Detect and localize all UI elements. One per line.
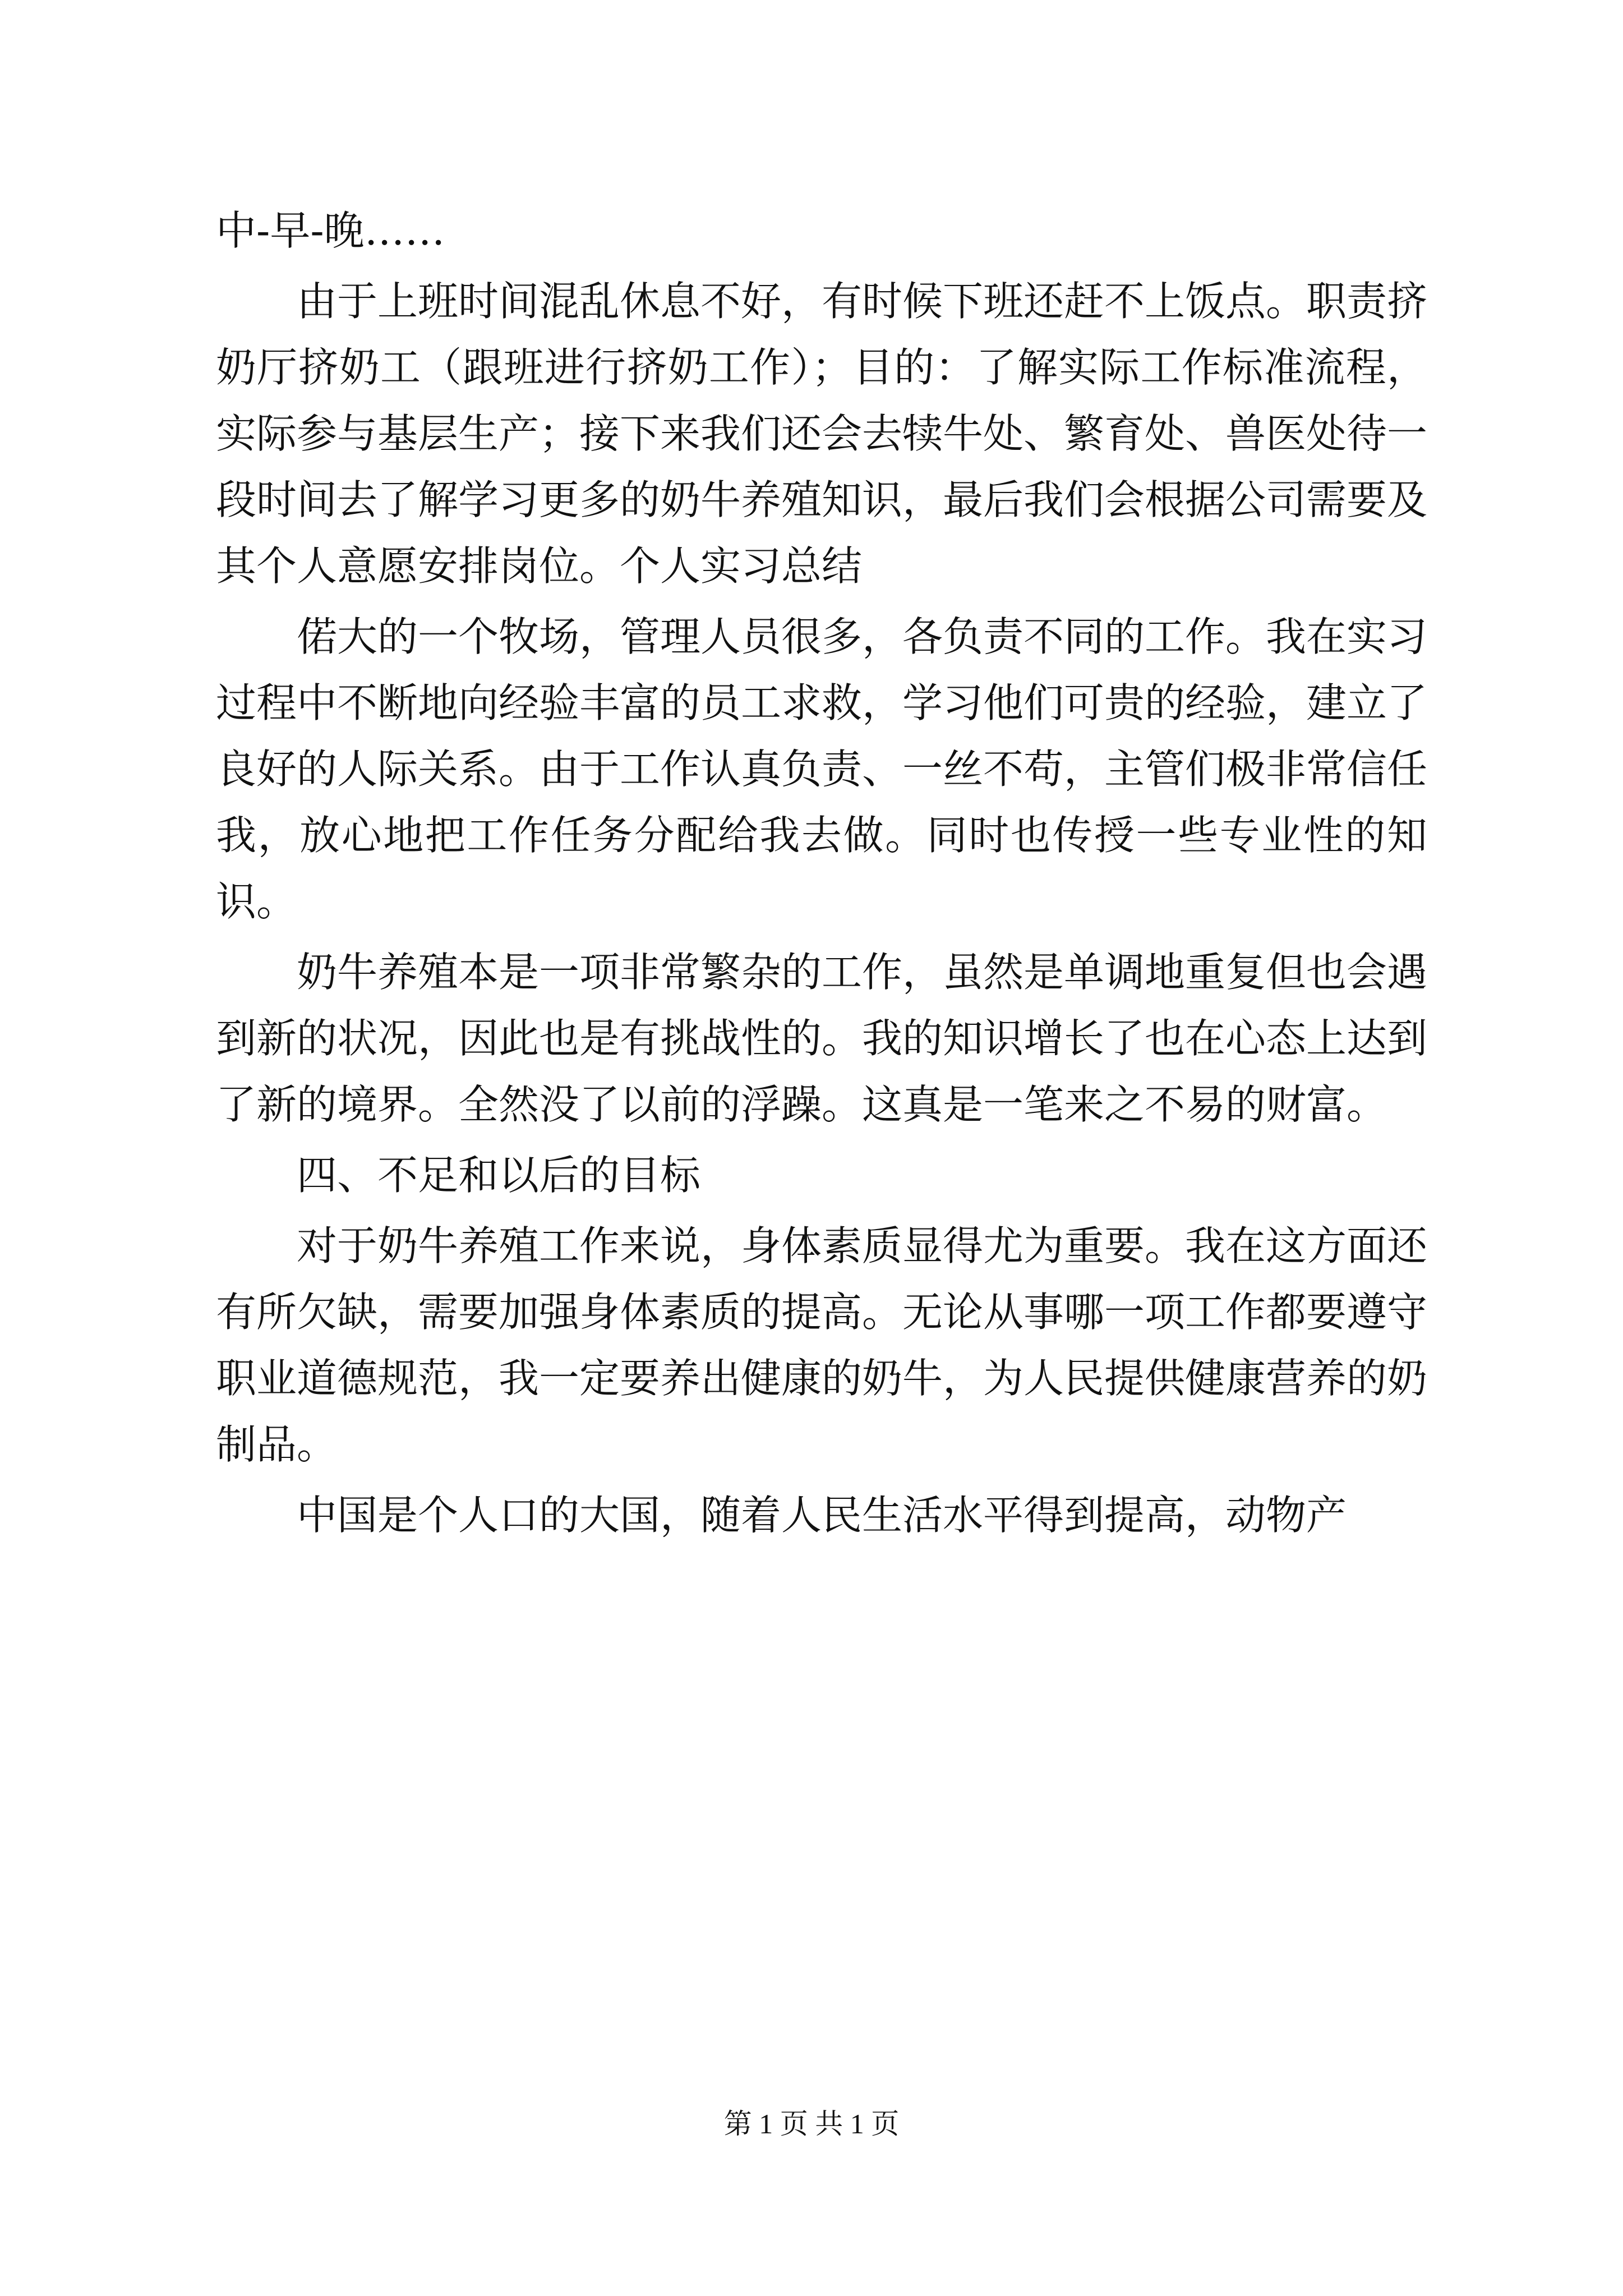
page-footer: 第 1 页 共 1 页 bbox=[723, 2108, 900, 2139]
paragraph-china-population: 中国是个人口的大国，随着人民生活水平得到提高，动物产 bbox=[297, 1492, 1347, 1539]
paragraph-continuation: 中-早-晚…… bbox=[216, 207, 445, 254]
paragraph-physical-quality: 对于奶牛养殖工作来说，身体素质显得尤为重要。我在这方面还有所欠缺，需要加强身体素质的提高。无论从事哪一项工作都要遵守职业道德规范，我一定要养出健康的奶牛，为人民提供健康营养的奶制品。 bbox=[216, 1222, 1428, 1468]
paragraph-ranch-management: 偌大的一个牧场，管理人员很多，各负责不同的工作。我在实习过程中不断地向经验丰富的员工求救，学习他们可贵的经验，建立了良好的人际关系。由于工作认真负责、一丝不苟，主管们极非常信任我，放心地把工作任务分配给我去做。同时也传授一些专业性的知识。 bbox=[216, 613, 1428, 925]
section-heading-goals: 四、不足和以后的目标 bbox=[297, 1152, 701, 1199]
paragraph-dairy-farming: 奶牛养殖本是一项非常繁杂的工作，虽然是单调地重复但也会遇到新的状况，因此也是有挑战性的。我的知识增长了也在心态上达到了新的境界。全然没了以前的浮躁。这真是一笔来之不易的财富。 bbox=[216, 949, 1428, 1128]
paragraph-work-schedule: 由于上班时间混乱休息不好，有时候下班还赶不上饭点。职责挤奶厅挤奶工（跟班进行挤奶工作）；目的：了解实际工作标准流程，实际参与基层生产；接下来我们还会去犊牛处、繁育处、兽医处待一段时间去了解学习更多的奶牛养殖知识，最后我们会根据公司需要及其个人意愿安排岗位。个人实习总结 bbox=[216, 278, 1428, 590]
document-body bbox=[216, 197, 1427, 1548]
